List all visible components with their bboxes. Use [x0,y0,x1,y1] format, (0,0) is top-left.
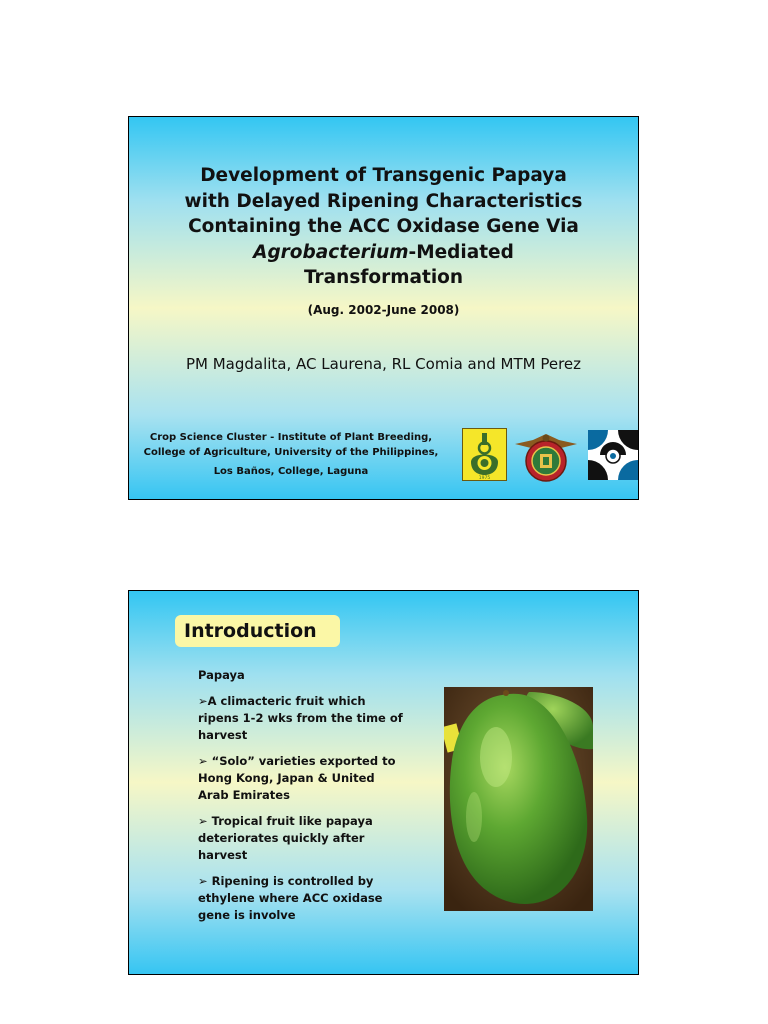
bullet-2-line-3: Arab Emirates [198,788,290,802]
affiliation-line-3: Los Baños, College, Laguna [213,466,369,477]
bullet-4-line-3: gene is involve [198,908,296,922]
bullet-3-line-2: deteriorates quickly after [198,831,365,845]
title-line-2: with Delayed Ripening Characteristics [184,190,583,212]
introduction-slide [128,590,639,975]
bullet-4-line-1: ➢ Ripening is controlled by [198,874,374,888]
project-dates: (Aug. 2002-June 2008) [307,303,460,317]
green-papaya-photo [444,687,593,911]
bullet-3-line-3: harvest [198,848,248,862]
introduction-heading: Introduction [175,615,340,647]
ipb-logo [462,428,507,481]
bullet-1-line-2: ripens 1-2 wks from the time of [198,711,403,725]
pcarrd-logo [588,430,638,480]
intro-body [198,667,428,933]
bullet-climacteric [198,693,428,744]
uplb-seal [513,428,579,482]
affiliation [141,430,441,479]
slide-title [149,163,618,291]
affiliation-line-1: Crop Science Cluster - Institute of Plant Breeding, [149,432,433,443]
bullet-4-line-2: ethylene where ACC oxidase [198,891,383,905]
affiliation-line-2: College of Agriculture, University of the Philippines, [143,447,439,458]
title-italic-word: Agrobacterium [253,241,409,263]
title-line-3: Containing the ACC Oxidase Gene Via [188,216,579,237]
bullet-ripening-ethylene [198,873,428,924]
ipb-logo-year: 1975 [478,476,491,481]
bullet-solo-varieties [198,753,428,804]
title-mediated: -Mediated [408,241,514,263]
bullet-3-line-1: ➢ Tropical fruit like papaya [198,814,373,828]
title-line-5: Transformation [303,267,464,288]
title-line-4 [149,240,618,266]
authors: PM Magdalita, AC Laurena, RL Comia and MTM Perez [185,355,582,373]
bullet-tropical-fruit [198,813,428,864]
bullet-1-line-3: harvest [198,728,248,742]
bullet-1-line-1: ➢A climacteric fruit which [198,694,366,708]
papaya-subheading: Papaya [198,668,245,682]
bullet-2-line-1: ➢ “Solo” varieties exported to [198,754,396,768]
bullet-2-line-2: Hong Kong, Japan & United [198,771,375,785]
title-line-1: Development of Transgenic Papaya [200,165,567,186]
title-slide [128,116,639,500]
